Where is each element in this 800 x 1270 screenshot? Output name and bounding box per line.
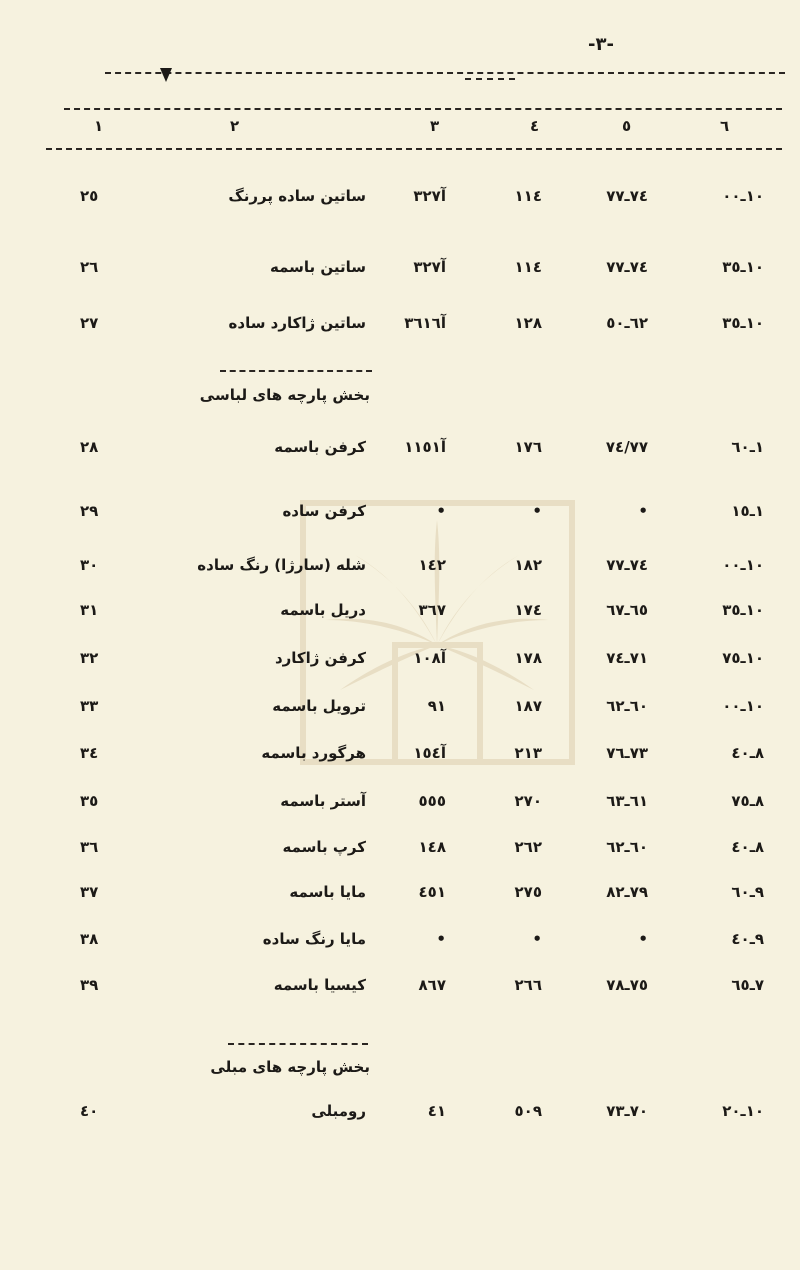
- col-3-value: آ٣٦١٦: [404, 314, 446, 332]
- col-5-value: ٦١ـ٦٣: [606, 792, 648, 810]
- col-4-value: ١٧٨: [514, 649, 542, 667]
- col-3-value: ٤١: [427, 1102, 446, 1120]
- col-3-value: آ١٥٤: [413, 744, 446, 762]
- header-col-6: ٦: [720, 117, 730, 135]
- fabric-name: ترویل باسمه: [272, 697, 366, 715]
- col-4-value: ٢١٣: [514, 744, 542, 762]
- fabric-name: رومبلی: [311, 1102, 366, 1120]
- col-5-value: ٧٤ـ٧٧: [606, 258, 648, 276]
- col-5-value: ٦٠ـ٦٢: [606, 697, 648, 715]
- col-3-value: ٩١: [427, 697, 446, 715]
- col-3-value: ٨٦٧: [418, 976, 446, 994]
- col-4-value: ٢٧٥: [514, 883, 542, 901]
- col-4-value: ١٨٧: [514, 697, 542, 715]
- col-6-value: ٨ـ٤٠: [731, 838, 764, 856]
- fabric-name: ساتین باسمه: [269, 258, 366, 276]
- section-rule: [220, 370, 372, 372]
- col-5-value: ٧٤ـ٧٧: [606, 556, 648, 574]
- col-3-value: آ١٠٨: [413, 649, 446, 667]
- row-number: ٣٠: [80, 556, 99, 574]
- col-4-value: ٢٦٢: [514, 838, 542, 856]
- col-4-value: ٢٦٦: [514, 976, 542, 994]
- col-5-value: ٧٤/٧٧: [605, 438, 648, 456]
- row-number: ٢٧: [80, 314, 99, 332]
- fabric-name: ساتین ژاکارد ساده: [228, 314, 366, 332]
- col-6-value: ١٠ـ٠٠: [722, 187, 764, 205]
- col-3-value: آ١١٥١: [404, 438, 446, 456]
- row-number: ٣٧: [80, 883, 99, 901]
- row-number: ٣٣: [80, 697, 99, 715]
- col-5-value: ٦٠ـ٦٢: [606, 838, 648, 856]
- col-3-value: ٣٦٧: [418, 601, 446, 619]
- col-4-value: ١١٤: [514, 258, 542, 276]
- col-5-value: ٦٥ـ٦٧: [606, 601, 648, 619]
- watermark-emblem: [295, 495, 580, 770]
- col-6-value: ١ـ١٥: [731, 502, 764, 520]
- col-3-value: ٥٥٥: [418, 792, 446, 810]
- col-6-value: ٩ـ٦٠: [731, 883, 764, 901]
- fabric-name: مایا باسمه: [289, 883, 366, 901]
- col-6-value: ٩ـ٤٠: [731, 930, 764, 948]
- col-4-value: ٥٠٩: [514, 1102, 542, 1120]
- col-5-value: ٦٢ـ٥٠: [606, 314, 648, 332]
- fabric-name: دریل باسمه: [280, 601, 366, 619]
- col-5-value: •: [638, 930, 648, 948]
- col-6-value: ١٠ـ٠٠: [722, 697, 764, 715]
- col-4-value: ١١٤: [514, 187, 542, 205]
- col-6-value: ١٠ـ٣٥: [722, 601, 764, 619]
- fabric-name: ساتین ساده پررنگ: [228, 187, 366, 205]
- row-number: ٣٤: [80, 744, 99, 762]
- row-number: ٣٢: [80, 649, 99, 667]
- col-6-value: ٨ـ٧٥: [731, 792, 764, 810]
- fabric-name: کرپ باسمه: [282, 838, 366, 856]
- header-rule-top: [64, 108, 782, 110]
- col-6-value: ١٠ـ٧٥: [722, 649, 764, 667]
- col-4-value: •: [532, 502, 542, 520]
- col-4-value: ٢٧٠: [514, 792, 542, 810]
- fabric-name: هرگورد باسمه: [261, 744, 366, 762]
- page-number: -٣-: [588, 34, 614, 55]
- header-rule-bottom: [46, 148, 782, 150]
- header-col-4: ٤: [530, 117, 540, 135]
- col-3-value: ١٤٢: [418, 556, 446, 574]
- col-6-value: ٧ـ٦٥: [731, 976, 764, 994]
- row-number: ٣٦: [80, 838, 99, 856]
- col-5-value: ٧١ـ٧٤: [606, 649, 648, 667]
- col-3-value: ١٤٨: [418, 838, 446, 856]
- col-3-value: آ٣٢٧: [413, 187, 446, 205]
- top-rule: [105, 72, 785, 74]
- header-col-1: ١: [94, 117, 104, 135]
- fabric-name: کرفن باسمه: [274, 438, 366, 456]
- col-5-value: ٧٣ـ٧٦: [606, 744, 648, 762]
- col-6-value: ١٠ـ٣٥: [722, 258, 764, 276]
- col-5-value: ٧٤ـ٧٧: [606, 187, 648, 205]
- col-4-value: ١٨٢: [514, 556, 542, 574]
- row-number: ٤٠: [80, 1102, 99, 1120]
- section-heading: بخش پارچه های لباسی: [199, 386, 370, 404]
- row-number: ٣٥: [80, 792, 99, 810]
- col-6-value: ٨ـ٤٠: [731, 744, 764, 762]
- col-3-value: •: [436, 502, 446, 520]
- col-3-value: ٤٥١: [418, 883, 446, 901]
- fabric-name: شله (سارژا) رنگ ساده: [197, 556, 366, 574]
- fabric-name: کیسیا باسمه: [273, 976, 366, 994]
- fabric-name: کرفن ژاکارد: [274, 649, 366, 667]
- header-col-5: ٥: [622, 117, 632, 135]
- header-col-2: ٢: [230, 117, 240, 135]
- header-col-3: ٣: [430, 117, 440, 135]
- col-5-value: •: [638, 502, 648, 520]
- row-number: ٢٩: [80, 502, 99, 520]
- row-number: ٢٥: [80, 187, 99, 205]
- col-6-value: ١٠ـ٣٥: [722, 314, 764, 332]
- row-number: ٣٨: [80, 930, 99, 948]
- top-rule-short: [465, 78, 515, 80]
- col-4-value: ١٧٤: [514, 601, 542, 619]
- col-4-value: •: [532, 930, 542, 948]
- col-3-value: •: [436, 930, 446, 948]
- col-6-value: ١٠ـ٠٠: [722, 556, 764, 574]
- col-5-value: ٧٠ـ٧٣: [606, 1102, 648, 1120]
- col-5-value: ٧٥ـ٧٨: [606, 976, 648, 994]
- col-6-value: ١٠ـ٢٠: [722, 1102, 764, 1120]
- row-number: ٢٨: [80, 438, 99, 456]
- col-4-value: ١٢٨: [514, 314, 542, 332]
- fabric-name: آستر باسمه: [280, 792, 366, 810]
- section-heading: بخش پارچه های مبلی: [210, 1058, 370, 1076]
- fabric-name: مایا رنگ ساده: [262, 930, 366, 948]
- section-rule: [228, 1043, 368, 1045]
- col-4-value: ١٧٦: [514, 438, 542, 456]
- col-6-value: ١ـ٦٠: [731, 438, 764, 456]
- col-3-value: آ٣٢٧: [413, 258, 446, 276]
- row-number: ٣٩: [80, 976, 99, 994]
- fabric-name: کرفن ساده: [282, 502, 366, 520]
- col-5-value: ٧٩ـ٨٢: [606, 883, 648, 901]
- margin-mark-icon: [160, 68, 172, 82]
- row-number: ٣١: [80, 601, 99, 619]
- row-number: ٢٦: [80, 258, 99, 276]
